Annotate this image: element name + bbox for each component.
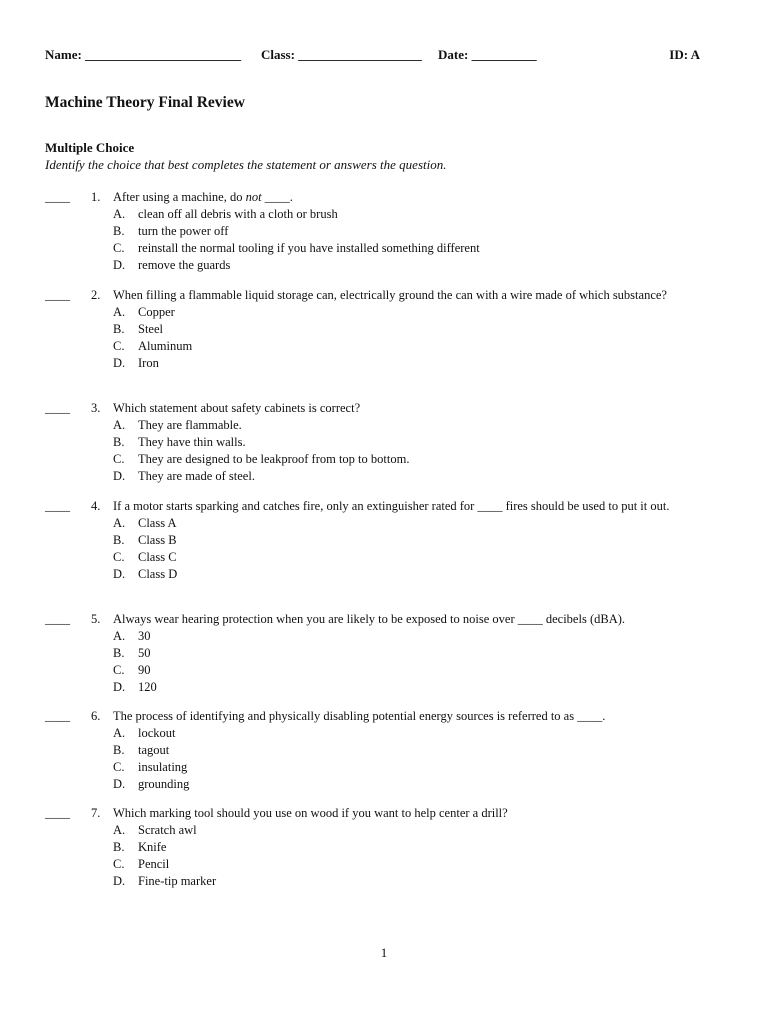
choice-item: [113, 304, 713, 321]
choice-item: [113, 549, 713, 566]
choice-letter: C.: [113, 857, 125, 871]
choice-letter: B.: [113, 743, 125, 757]
choice-letter: B.: [113, 224, 125, 238]
choice-letter: A.: [113, 207, 126, 221]
test-id-label: ID: A: [669, 47, 700, 62]
choice-letter: A.: [113, 418, 126, 432]
choice-text: 90: [138, 663, 151, 677]
choice-letter: A.: [113, 516, 126, 530]
choice-letter: A.: [113, 305, 126, 319]
question-number: 6.: [91, 709, 101, 723]
choice-text: Fine-tip marker: [138, 874, 217, 888]
choice-item: [113, 566, 713, 583]
choice-text: They are designed to be leakproof from top to bottom.: [138, 452, 410, 466]
choice-letter: C.: [113, 452, 125, 466]
choice-list: [113, 725, 713, 793]
question-number: 4.: [91, 499, 101, 513]
choice-text: Class D: [138, 567, 178, 581]
page-number: 1: [380, 945, 388, 960]
choice-item: [113, 240, 713, 257]
choice-item: [113, 645, 713, 662]
choice-text: 120: [138, 680, 157, 694]
class-field-label: Class: ___________________: [261, 47, 422, 62]
answer-blank: ____: [45, 499, 70, 513]
choice-item: [113, 355, 713, 372]
choice-letter: D.: [113, 680, 126, 694]
choice-item: [113, 628, 713, 645]
choice-item: [113, 417, 713, 434]
choice-item: [113, 873, 713, 890]
choice-text: Iron: [138, 356, 159, 370]
section-heading: Multiple Choice: [45, 140, 135, 155]
answer-blank: ____: [45, 190, 70, 204]
choice-text: lockout: [138, 726, 176, 740]
choice-text: Copper: [138, 305, 175, 319]
question-text: Which marking tool should you use on wood if you want to help center a drill?: [113, 806, 508, 820]
choice-letter: D.: [113, 258, 126, 272]
question-text: If a motor starts sparking and catches fire, only an extinguisher rated for ____ fires should be used to put it out.: [113, 499, 670, 513]
choice-item: [113, 321, 713, 338]
choice-item: [113, 206, 713, 223]
choice-text: Class B: [138, 533, 177, 547]
choice-item: [113, 856, 713, 873]
choice-text: Class C: [138, 550, 177, 564]
question-3: [45, 400, 713, 485]
choice-letter: C.: [113, 663, 125, 677]
question-number: 3.: [91, 401, 101, 415]
choice-text: remove the guards: [138, 258, 231, 272]
choice-letter: C.: [113, 550, 125, 564]
answer-blank: ____: [45, 612, 70, 626]
choice-letter: D.: [113, 469, 126, 483]
question-number: 1.: [91, 190, 101, 204]
choice-text: Pencil: [138, 857, 170, 871]
choice-list: [113, 417, 713, 485]
choice-list: [113, 206, 713, 274]
choice-item: [113, 839, 713, 856]
choice-letter: D.: [113, 874, 126, 888]
choice-letter: A.: [113, 629, 126, 643]
choice-letter: C.: [113, 241, 125, 255]
choice-text: They are made of steel.: [138, 469, 255, 483]
question-text: After using a machine, do not ____.: [113, 190, 293, 204]
choice-letter: C.: [113, 760, 125, 774]
choice-item: [113, 776, 713, 793]
choice-item: [113, 451, 713, 468]
choice-list: [113, 515, 713, 583]
choice-item: [113, 338, 713, 355]
question-text: The process of identifying and physically disabling potential energy sources is referred to as ____.: [113, 709, 606, 723]
question-1: [45, 189, 713, 274]
choice-list: [113, 822, 713, 890]
choice-item: [113, 257, 713, 274]
question-5: [45, 611, 713, 696]
answer-blank: ____: [45, 288, 70, 302]
choice-letter: B.: [113, 646, 125, 660]
choice-item: [113, 532, 713, 549]
choice-text: 50: [138, 646, 151, 660]
section-instructions: Identify the choice that best completes the statement or answers the question.: [45, 157, 447, 172]
choice-letter: B.: [113, 435, 125, 449]
choice-text: 30: [138, 629, 151, 643]
choice-item: [113, 742, 713, 759]
choice-text: Steel: [138, 322, 163, 336]
choice-letter: B.: [113, 533, 125, 547]
choice-text: turn the power off: [138, 224, 229, 238]
choice-letter: A.: [113, 726, 126, 740]
choice-item: [113, 434, 713, 451]
choice-text: Aluminum: [138, 339, 193, 353]
choice-item: [113, 223, 713, 240]
question-emphasis: not: [245, 190, 262, 204]
choice-item: [113, 822, 713, 839]
choice-text: insulating: [138, 760, 188, 774]
choice-letter: D.: [113, 356, 126, 370]
question-2: [45, 287, 713, 372]
choice-list: [113, 628, 713, 696]
choice-item: [113, 515, 713, 532]
choice-letter: B.: [113, 322, 125, 336]
choice-text: Scratch awl: [138, 823, 197, 837]
question-7: [45, 805, 713, 890]
answer-blank: ____: [45, 709, 70, 723]
question-number: 2.: [91, 288, 101, 302]
choice-item: [113, 725, 713, 742]
answer-blank: ____: [45, 806, 70, 820]
question-number: 5.: [91, 612, 101, 626]
choice-text: They are flammable.: [138, 418, 242, 432]
question-text: Always wear hearing protection when you are likely to be exposed to noise over ____ decibels (dBA).: [113, 612, 626, 626]
question-number: 7.: [91, 806, 101, 820]
choice-text: grounding: [138, 777, 190, 791]
choice-text: They have thin walls.: [138, 435, 246, 449]
question-text: Which statement about safety cabinets is correct?: [113, 401, 361, 415]
question-4: [45, 498, 713, 583]
choice-text: reinstall the normal tooling if you have installed something different: [138, 241, 480, 255]
date-field-label: Date: __________: [438, 47, 537, 62]
answer-blank: ____: [45, 401, 70, 415]
choice-item: [113, 662, 713, 679]
choice-text: Knife: [138, 840, 167, 854]
document-title: Machine Theory Final Review: [45, 94, 245, 111]
name-field-label: Name: ________________________: [45, 47, 242, 62]
question-text: When filling a flammable liquid storage can, electrically ground the can with a wire made of which substance?: [113, 288, 667, 302]
choice-letter: C.: [113, 339, 125, 353]
choice-letter: B.: [113, 840, 125, 854]
choice-text: tagout: [138, 743, 170, 757]
choice-item: [113, 759, 713, 776]
choice-item: [113, 679, 713, 696]
question-6: [45, 708, 713, 793]
choice-letter: D.: [113, 777, 126, 791]
choice-item: [113, 468, 713, 485]
choice-text: Class A: [138, 516, 177, 530]
choice-letter: A.: [113, 823, 126, 837]
choice-list: [113, 304, 713, 372]
choice-letter: D.: [113, 567, 126, 581]
choice-text: clean off all debris with a cloth or brush: [138, 207, 338, 221]
